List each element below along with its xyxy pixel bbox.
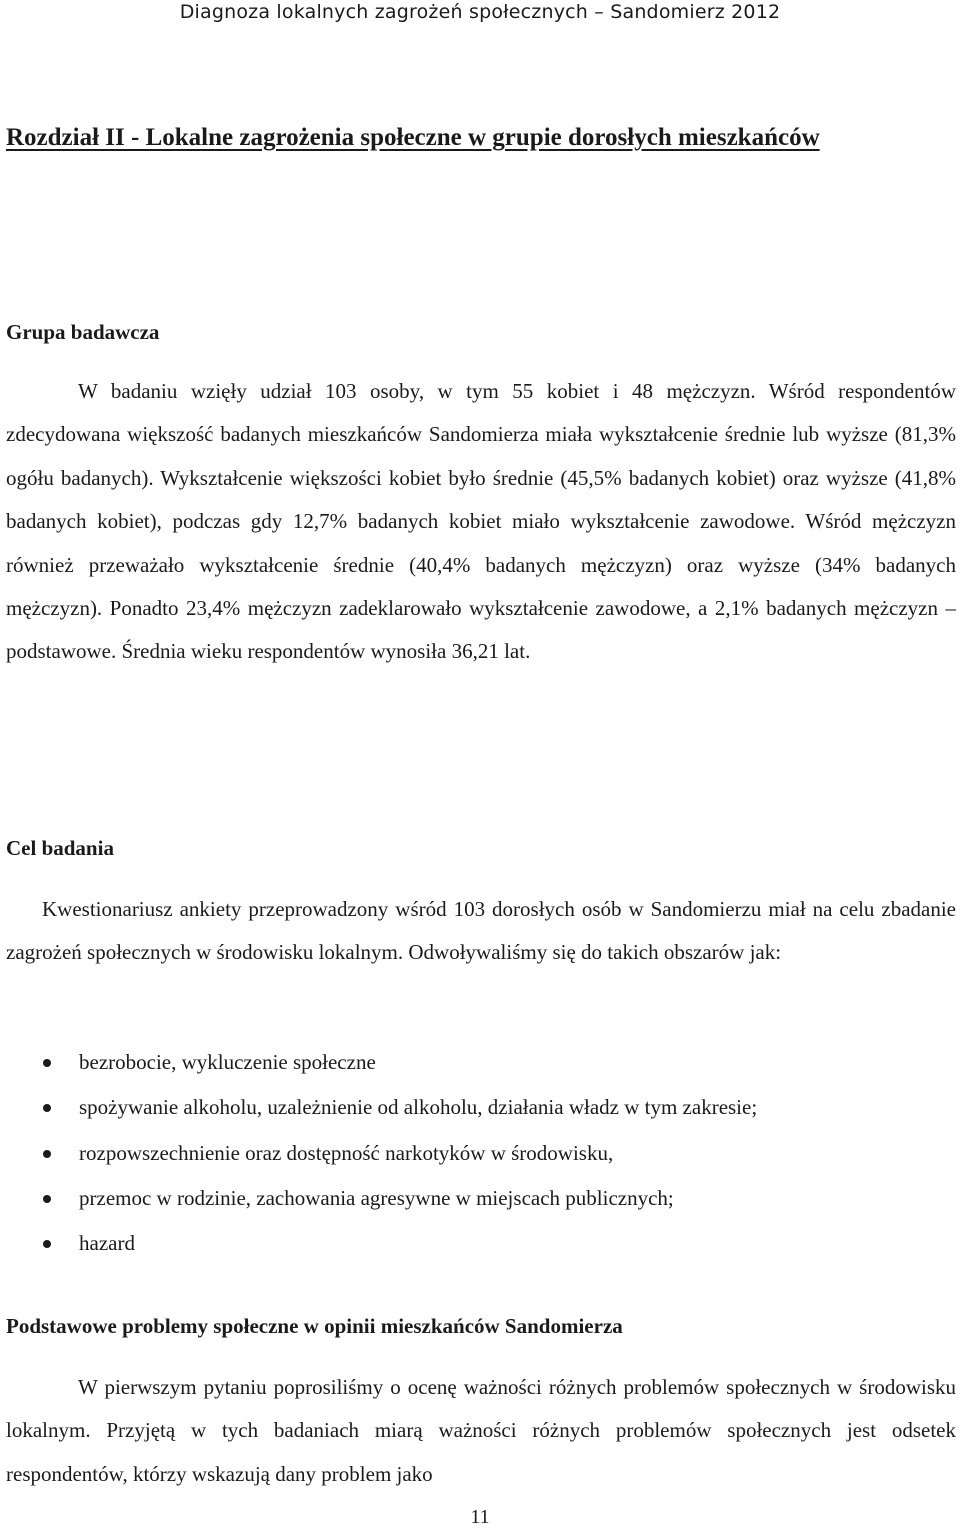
list-item-text: hazard: [79, 1231, 135, 1256]
running-header: [0, 0, 960, 37]
paragraph-text: W pierwszym pytaniu poprosiliśmy o ocenę ważności różnych problemów społecznych w środowisku lokalnym. Przyjętą w tych badaniach miarą ważności różnych problemów społecznych jest odsetek respondentów, którzy wskazują dany problem jako: [6, 1375, 956, 1486]
list-item: [6, 1221, 956, 1266]
running-title: Diagnoza lokalnych zagrożeń społecznych – Sandomierz 2012: [179, 1, 781, 23]
paragraph-text: W badaniu wzięły udział 103 osoby, w tym 55 kobiet i 48 mężczyzn. Wśród respondentów zdecydowana większość badanych mieszkańców Sandomierza miała wykształcenie średnie lub wyższe (81,3% ogółu badanych). Wykształcenie większości kobiet było średnie (45,5% badanych kobiet) oraz wyższe (41,8% badanych kobiet), podczas gdy 12,7% badanych kobiet miało wykształcenie zawodowe. Wśród mężczyzn również przeważało wykształcenie średnie (40,4% badanych mężczyzn) oraz wyższe (34% badanych mężczyzn). Ponadto 23,4% mężczyzn zadeklarowało wykształcenie zawodowe, a 2,1% badanych mężczyzn – podstawowe. Średnia wieku respondentów wynosiła 36,21 lat.: [6, 379, 956, 664]
bullet-icon: [43, 1195, 51, 1203]
areas-list: [6, 1040, 956, 1266]
list-item: [6, 1040, 956, 1085]
list-item-text: bezrobocie, wykluczenie społeczne: [79, 1050, 376, 1074]
chapter-title: Rozdział II - Lokalne zagrożenia społeczne w grupie dorosłych mieszkańców: [6, 124, 820, 151]
list-item: [6, 1085, 956, 1130]
list-item: [6, 1176, 956, 1221]
list-item-text: spożywanie alkoholu, uzależnienie od alkoholu, działania władz w tym zakresie;: [79, 1095, 758, 1120]
list-item-text: przemoc w rodzinie, zachowania agresywne w miejscach publicznych;: [79, 1185, 674, 1210]
section-heading-grupa-badawcza: Grupa badawcza: [6, 320, 160, 344]
bullet-icon: [43, 1059, 51, 1067]
bullet-icon: [43, 1150, 51, 1158]
paragraph-grupa-badawcza: [6, 370, 956, 674]
paragraph-cel-badania: [6, 888, 956, 975]
bullet-icon: [43, 1104, 51, 1112]
bullet-icon: [43, 1240, 51, 1248]
section-heading-podstawowe-problemy: Podstawowe problemy społeczne w opinii mieszkańców Sandomierza: [6, 1314, 623, 1338]
section-heading-cel-badania: Cel badania: [6, 836, 114, 860]
paragraph-text: Kwestionariusz ankiety przeprowadzony wśród 103 dorosłych osób w Sandomierzu miał na celu zbadanie zagrożeń społecznych w środowisku lokalnym. Odwoływaliśmy się do takich obszarów jak:: [6, 897, 956, 965]
paragraph-podstawowe-problemy: [6, 1366, 956, 1496]
page-number: 11: [470, 1506, 490, 1528]
list-item: [6, 1131, 956, 1176]
list-item-text: rozpowszechnienie oraz dostępność narkotyków w środowisku,: [79, 1140, 614, 1165]
